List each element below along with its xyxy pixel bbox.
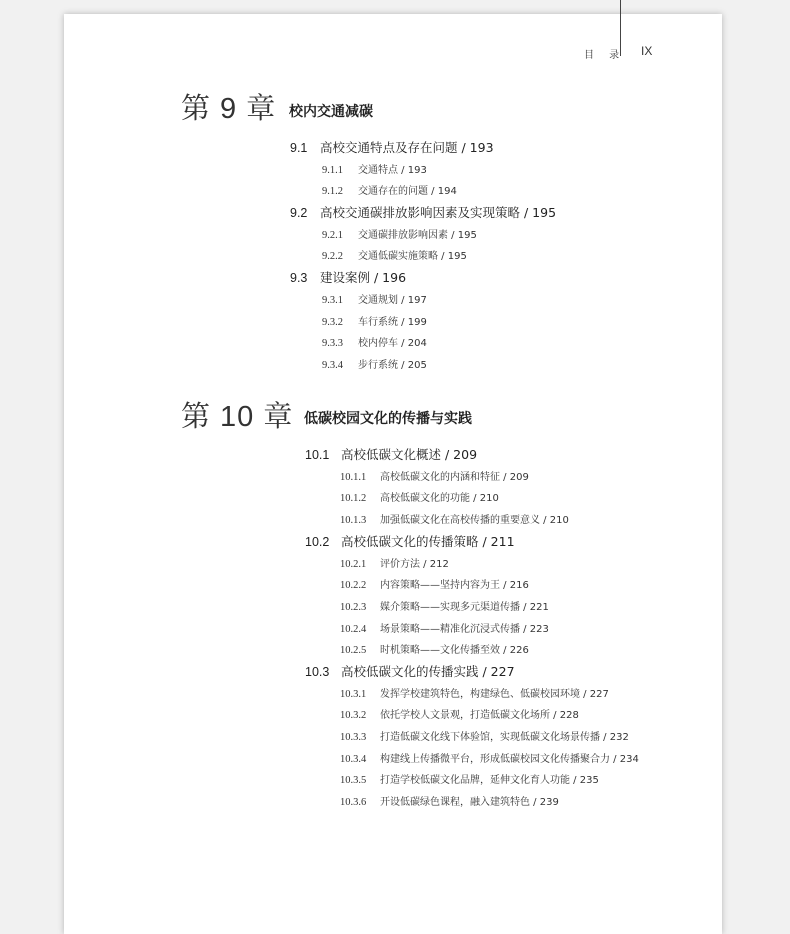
subsection-title: 校内停车 / 204 [358,338,427,349]
subsection-number: 9.3.2 [322,317,343,328]
toc-section [290,268,406,286]
toc-subsection [340,685,609,700]
subsection-number: 10.1.2 [340,493,367,504]
subsection-number: 10.2.2 [340,580,367,591]
toc-section [305,445,477,463]
subsection-title: 场景策略——精准化沉浸式传播 / 223 [380,624,549,635]
subsection-title: 时机策略——文化传播至效 / 226 [380,645,529,656]
subsection-title: 交通低碳实施策略 / 195 [358,251,467,262]
section-number: 9.2 [290,206,308,220]
toc-subsection [340,728,629,743]
header-page-number: IX [641,44,653,58]
subsection-title: 交通特点 / 193 [358,165,427,176]
subsection-number: 9.3.1 [322,295,343,306]
subsection-number: 10.2.1 [340,559,367,570]
toc-subsection [340,511,569,526]
section-number: 9.3 [290,271,308,285]
subsection-number: 9.2.1 [322,230,343,241]
subsection-title: 步行系统 / 205 [358,360,427,371]
subsection-title: 交通存在的问题 / 194 [358,186,457,197]
toc-subsection [340,598,549,613]
section-title: 高校低碳文化概述 / 209 [341,447,478,462]
subsection-title: 车行系统 / 199 [358,317,427,328]
chapter-number: 第 10 章 [181,401,294,433]
toc-subsection [340,468,529,483]
subsection-title: 加强低碳文化在高校传播的重要意义 / 210 [380,515,569,526]
subsection-title: 高校低碳文化的功能 / 210 [380,493,499,504]
toc-subsection [340,641,529,656]
toc-subsection [322,334,427,349]
subsection-number: 10.1.1 [340,472,367,483]
subsection-number: 9.2.2 [322,251,343,262]
section-number: 10.3 [305,665,330,679]
section-title: 高校交通特点及存在问题 / 193 [320,140,494,155]
toc-subsection [340,706,579,721]
toc-subsection [322,161,427,176]
chapter-title: 低碳校园文化的传播与实践 [304,411,472,427]
section-number: 10.2 [305,535,330,549]
toc-section [305,532,515,550]
subsection-number: 10.3.2 [340,710,367,721]
subsection-number: 9.3.4 [322,360,343,371]
toc-subsection [340,620,549,635]
subsection-title: 打造低碳文化线下体验馆，实现低碳文化场景传播 / 232 [380,732,629,743]
subsection-title: 开设低碳绿色课程，融入建筑特色 / 239 [380,797,559,808]
toc-subsection [340,771,599,786]
subsection-title: 依托学校人文景观，打造低碳文化场所 / 228 [380,710,579,721]
subsection-title: 打造学校低碳文化品牌，延伸文化育人功能 / 235 [380,775,599,786]
subsection-title: 交通规划 / 197 [358,295,427,306]
subsection-title: 高校低碳文化的内涵和特征 / 209 [380,472,529,483]
section-title: 高校交通碳排放影响因素及实现策略 / 195 [320,205,557,220]
toc-subsection [340,555,449,570]
chapter-title: 校内交通减碳 [289,104,373,120]
toc-section [305,662,515,680]
toc-subsection [322,356,427,371]
chapter-number: 第 9 章 [181,93,277,125]
subsection-title: 评价方法 / 212 [380,559,449,570]
subsection-title: 发挥学校建筑特色，构建绿色、低碳校园环境 / 227 [380,689,609,700]
subsection-number: 10.3.4 [340,754,367,765]
subsection-number: 9.3.3 [322,338,343,349]
section-title: 高校低碳文化的传播策略 / 211 [341,534,515,549]
toc-subsection [340,750,639,765]
toc-section [290,138,494,156]
subsection-title: 内容策略——坚持内容为王 / 216 [380,580,529,591]
subsection-title: 构建线上传播微平台，形成低碳校园文化传播聚合力 / 234 [380,754,639,765]
section-title: 高校低碳文化的传播实践 / 227 [341,664,515,679]
section-title: 建设案例 / 196 [320,270,407,285]
toc-subsection [322,247,467,262]
toc-subsection [322,226,477,241]
toc-subsection [322,291,427,306]
toc-subsection [322,182,457,197]
subsection-number: 10.1.3 [340,515,367,526]
subsection-number: 10.3.5 [340,775,367,786]
toc-subsection [340,489,499,504]
subsection-title: 交通碳排放影响因素 / 195 [358,230,477,241]
subsection-number: 10.2.4 [340,624,367,635]
header-label: 目 录 [584,50,626,61]
subsection-number: 10.3.1 [340,689,367,700]
subsection-number: 10.3.6 [340,797,367,808]
subsection-number: 10.3.3 [340,732,367,743]
toc-section [290,203,556,221]
toc-subsection [340,576,529,591]
toc-subsection [322,313,427,328]
subsection-title: 媒介策略——实现多元渠道传播 / 221 [380,602,549,613]
toc-subsection [340,793,559,808]
subsection-number: 10.2.3 [340,602,367,613]
subsection-number: 9.1.1 [322,165,343,176]
section-number: 9.1 [290,141,308,155]
subsection-number: 10.2.5 [340,645,367,656]
section-number: 10.1 [305,448,330,462]
subsection-number: 9.1.2 [322,186,343,197]
